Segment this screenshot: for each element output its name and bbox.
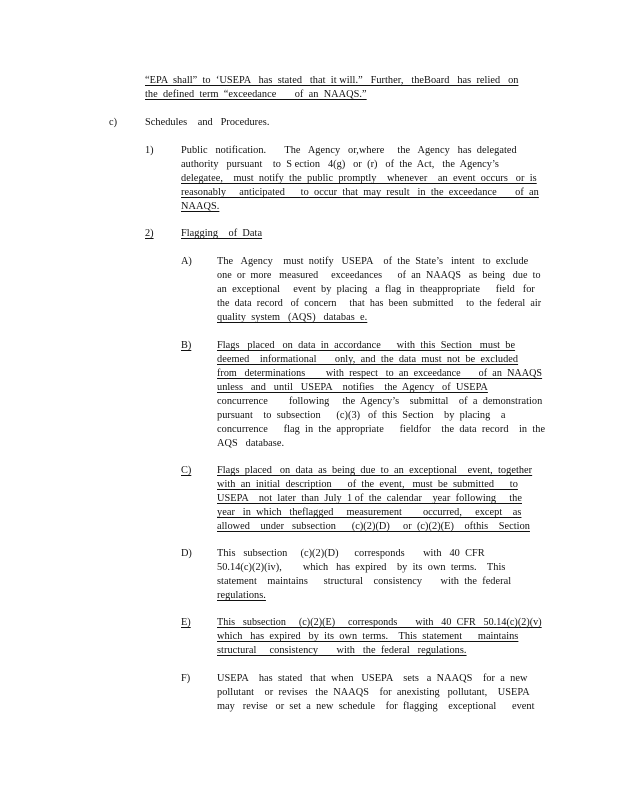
item-2-heading: Flagging of Data xyxy=(181,228,263,239)
sub-c-line: Flags placed on data as being due to an exceptional event, together xyxy=(217,465,533,476)
sub-b-line: unless and until USEPA notifies the Agency of USEPA xyxy=(217,382,488,393)
sub-f-label: F) xyxy=(181,673,191,684)
sub-f-line: USEPA has stated that when USEPA sets a NAAQS for a new xyxy=(217,673,528,684)
sub-a-label: A) xyxy=(181,256,192,267)
sub-b-line: concurrence flag in the appropriate fieldfor the data record in the xyxy=(217,424,546,435)
sub-f-line: may revise or set a new schedule for flagging exceptional event xyxy=(217,701,535,712)
item-1-line: Public notification. The Agency or,where the Agency has delegated xyxy=(181,145,517,156)
sub-e-line: This subsection (c)(2)(E) corresponds with 40 CFR 50.14(c)(2)(v) xyxy=(217,617,542,628)
sub-a-line: one or more measured exceedances of an NAAQS as being due to xyxy=(217,270,541,281)
sub-d-line: 50.14(c)(2)(iv), which has expired by its own terms. This xyxy=(217,562,506,573)
sub-b-line: pursuant to subsection (c)(3) of this Section by placing a xyxy=(217,410,506,421)
sub-d-line: regulations. xyxy=(217,590,266,601)
intro-line-1: “EPA shall” to ‘USEPA has stated that it will.” Further, theBoard has relied on xyxy=(145,75,519,86)
item-1-line: reasonably anticipated to occur that may result in the exceedance of an xyxy=(181,187,539,198)
sub-b-line: from determinations with respect to an exceedance of an NAAQS xyxy=(217,368,543,379)
sub-c-label: C) xyxy=(181,465,192,476)
section-c-label: c) xyxy=(109,117,117,128)
sub-a-line: quality system (AQS) databas e. xyxy=(217,312,368,323)
item-1-line: authority pursuant to S ection 4(g) or (r) of the Act, the Agency’s xyxy=(181,159,499,170)
sub-e-label: E) xyxy=(181,617,191,628)
sub-d-label: D) xyxy=(181,548,192,559)
sub-b-line: deemed informational only, and the data must not be excluded xyxy=(217,354,519,365)
sub-e-line: structural consistency with the federal regulations. xyxy=(217,645,467,656)
sub-b-line: Flags placed on data in accordance with this Section must be xyxy=(217,340,516,351)
sub-f-line: pollutant or revises the NAAQS for anexisting pollutant, USEPA xyxy=(217,687,530,698)
sub-e-line: which has expired by its own terms. This statement maintains xyxy=(217,631,519,642)
sub-b-label: B) xyxy=(181,340,192,351)
sub-c-line: with an initial description of the event, must be submitted to xyxy=(217,479,518,490)
item-1-label: 1) xyxy=(145,145,154,156)
sub-b-line: concurrence following the Agency’s submittal of a demonstration xyxy=(217,396,543,407)
sub-d-line: This subsection (c)(2)(D) corresponds with 40 CFR xyxy=(217,548,485,559)
item-2-label: 2) xyxy=(145,228,154,239)
section-c-heading: Schedules and Procedures. xyxy=(145,117,270,128)
item-1-line: delegatee, must notify the public promptly whenever an event occurs or is xyxy=(181,173,537,184)
sub-c-line: USEPA not later than July 1 of the calendar year following the xyxy=(217,493,522,504)
item-1-line: NAAQS. xyxy=(181,201,220,212)
sub-a-line: the data record of concern that has been submitted to the federal air xyxy=(217,298,542,309)
sub-a-line: an exceptional event by placing a flag in theappropriate field for xyxy=(217,284,535,295)
intro-line-2: the defined term “exceedance of an NAAQS.” xyxy=(145,89,367,100)
sub-c-line: year in which theflagged measurement occurred, except as xyxy=(217,507,522,518)
sub-a-line: The Agency must notify USEPA of the State’s intent to exclude xyxy=(217,256,529,267)
sub-c-line: allowed under subsection (c)(2)(D) or (c)(2)(E) ofthis Section xyxy=(217,521,530,532)
sub-b-line: AQS database. xyxy=(217,438,285,449)
sub-d-line: statement maintains structural consistency with the federal xyxy=(217,576,512,587)
